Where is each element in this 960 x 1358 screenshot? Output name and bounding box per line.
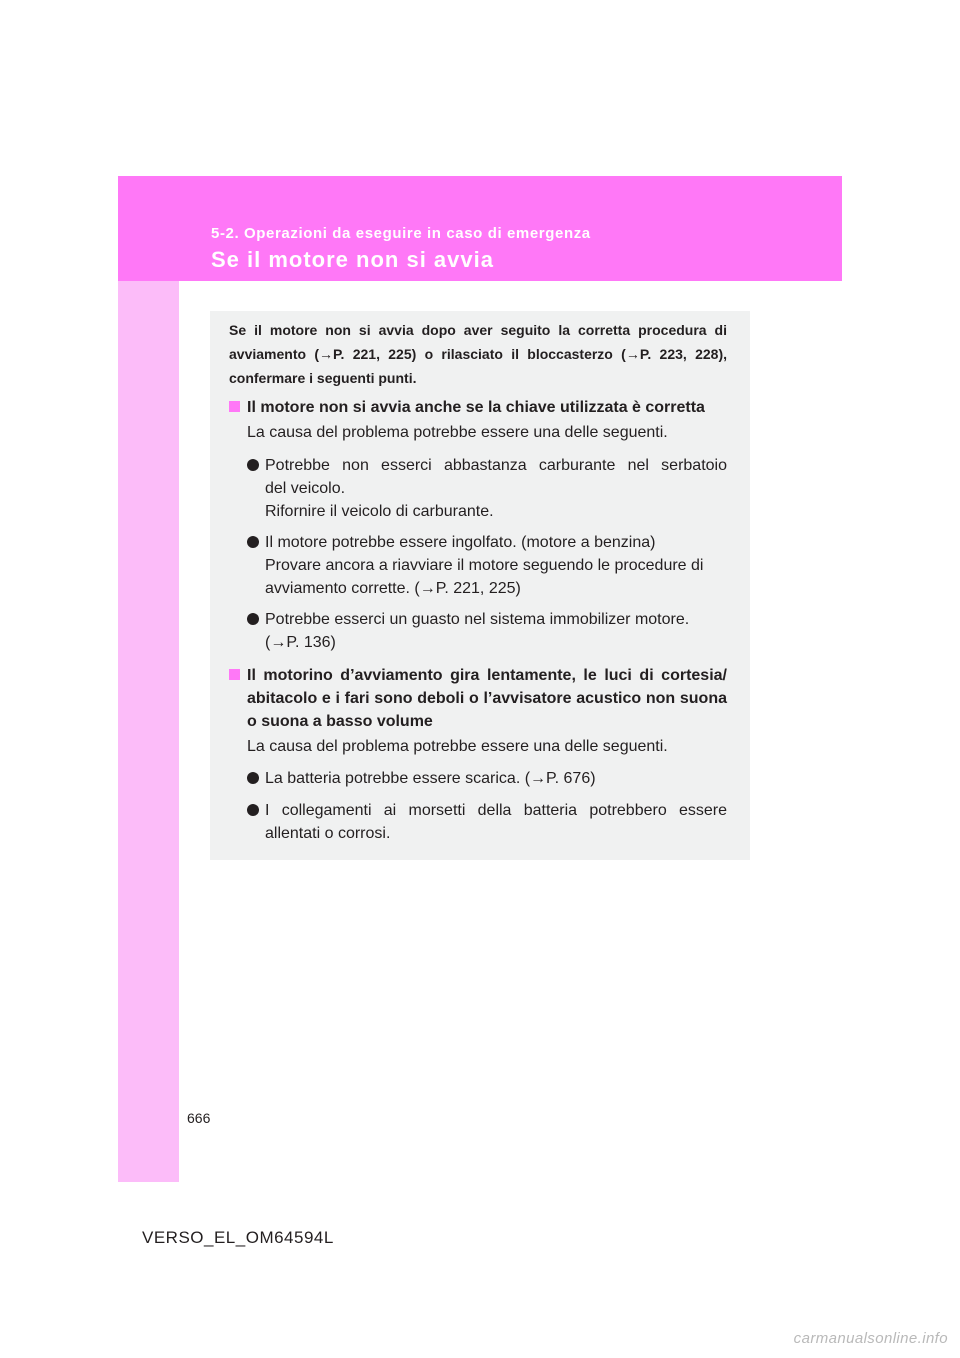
page-number: 666 <box>187 1110 211 1126</box>
watermark: carmanualsonline.info <box>793 1330 948 1347</box>
lead-text: La causa del problema potrebbe essere una delle seguenti. <box>247 738 668 755</box>
bullet-line: Potrebbe esserci un guasto nel sistema immobilizer motore. <box>265 611 690 628</box>
bullet-line: Il motore potrebbe essere ingolfato. (motore a benzina) <box>265 534 656 551</box>
bullet-line: avviamento corrette. (→P. 221, 225) <box>265 580 521 597</box>
square-bullet-icon <box>229 669 240 680</box>
intro-paragraph: Se il motore non si avvia dopo aver seguito la corretta procedura di avviamento (→P. 221, 225) o rilasciato il bloccasterzo (→P. 223, 228), confermare i seguenti punti. <box>229 322 727 386</box>
side-strip <box>118 176 179 1182</box>
bullet-line: del veicolo. <box>265 480 346 497</box>
bullet-item <box>247 454 727 523</box>
round-bullet-icon <box>247 536 259 548</box>
section-heading <box>229 664 727 733</box>
section-label: 5-2. Operazioni da eseguire in caso di emergenza <box>211 225 591 242</box>
heading-text: Il motore non si avvia anche se la chiave utilizzata è corretta <box>247 399 705 416</box>
document-code: VERSO_EL_OM64594L <box>142 1228 334 1247</box>
bullet-line: I collegamenti ai morsetti della batteria potrebbero essere <box>265 802 727 819</box>
bullet-line: allentati o corrosi. <box>265 825 391 842</box>
square-bullet-icon <box>229 401 240 412</box>
round-bullet-icon <box>247 459 259 471</box>
bullet-item <box>247 799 727 845</box>
bullet-line: Potrebbe non esserci abbastanza carburante nel serbatoio <box>265 457 727 474</box>
heading-text: Il motorino d’avviamento gira lentamente, le luci di cortesia/ abitacolo e i fari sono deboli o l’avvisatore acustico non suona o suona a basso volume <box>247 667 727 730</box>
lead-text: La causa del problema potrebbe essere una delle seguenti. <box>247 424 668 441</box>
round-bullet-icon <box>247 613 259 625</box>
bullet-item <box>247 531 727 600</box>
bullet-line: Provare ancora a riavviare il motore seguendo le procedure di <box>265 557 704 574</box>
bullet-item <box>247 608 727 654</box>
bullet-item <box>247 767 727 790</box>
bullet-line: Rifornire il veicolo di carburante. <box>265 503 494 520</box>
round-bullet-icon <box>247 772 259 784</box>
round-bullet-icon <box>247 804 259 816</box>
section-heading <box>229 396 727 419</box>
page-title: Se il motore non si avvia <box>211 247 494 272</box>
bullet-line: La batteria potrebbe essere scarica. (→P. 676) <box>265 770 596 787</box>
bullet-line: (→P. 136) <box>265 634 336 651</box>
